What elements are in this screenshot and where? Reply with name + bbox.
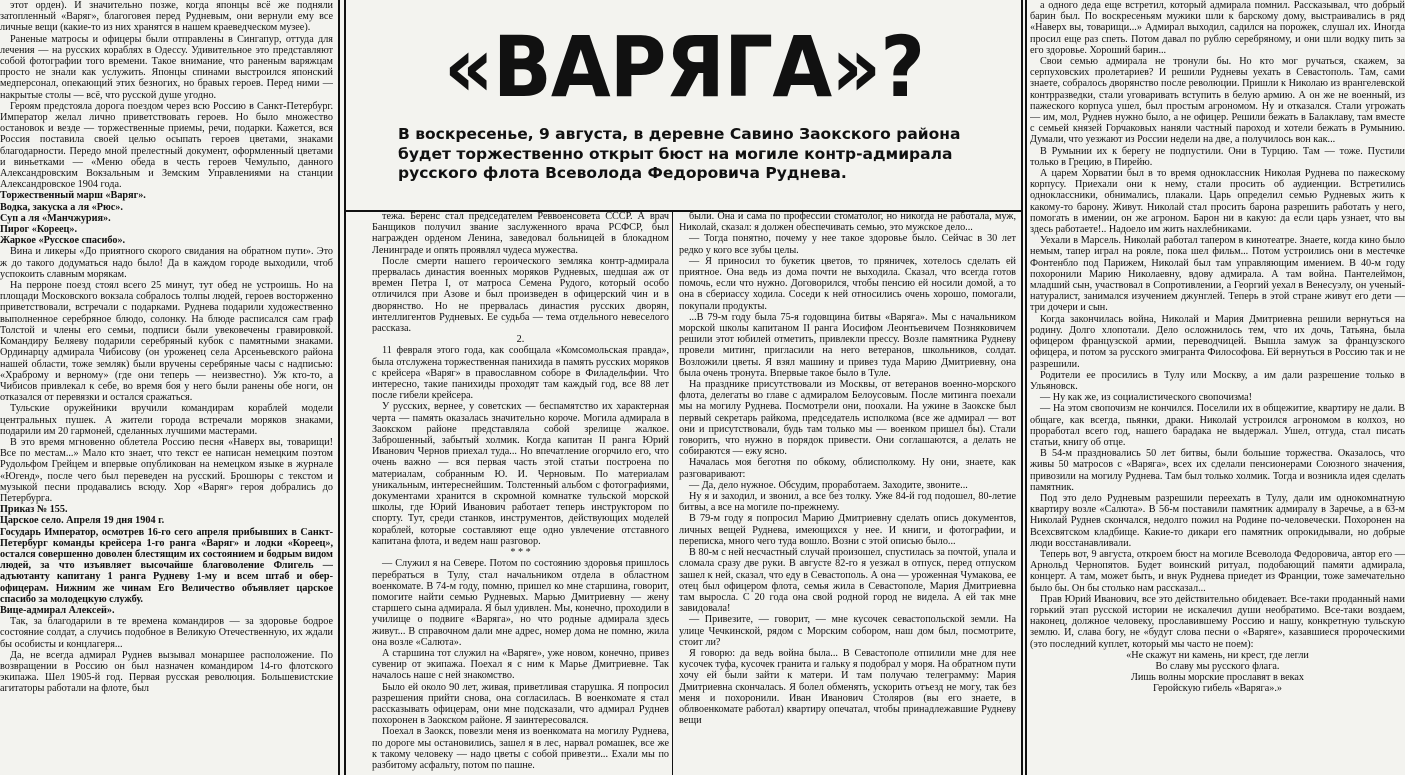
paragraph: После смерти нашего героического земляка контр-адмирала прервалась династия военных моряков Рудневых, шедшая аж от времен Петра I, от матроса Семена Рудого, который особо отличился при Азове и был произведен в офицерский чин и в дворянство. Но не прервалась династия русских дворян, интеллигентов Рудневых. Ее судьба — тема отдельного невеселого рассказа. xyxy=(372,255,669,335)
paragraph: Теперь вот, 9 августа, откроем бюст на могиле Всеволода Федоровича, автор его — Арнольд Чернопятов. Будет воинский ритуал, подобающий памяти адмирала, концерт. А там, может быть, и внук Руднева приедет из Франции, тоже замечательно было бы. Он бы столько нам рассказал... xyxy=(1030,548,1405,594)
text-column-2 xyxy=(372,211,669,775)
column-rule xyxy=(672,212,673,775)
text-column-3 xyxy=(679,211,1016,775)
paragraph: На перроне поезд стоял всего 25 минут, тут обед не устроишь. Но на площади Московского вокзала собралось толпы людей, героев восторженно приветствовали, встречали с подарками. Руднева подарили художественно выполненное серебряное блюдо, солонку. На блюде расписался сам граф Толстой и члены его семьи, подписи были увековечены гравировкой. Командиру Беляеву подарили серебряный кубок с памятными знаками. Ординарцу адмирала Чибисову (он уроженец села Арсеньевского района нашей области, тоже земляк) были вручены серебряные часы с надписью: «Храброму и верному» (где они теперь — неизвестно). Уж кто-то, а Чибисов привлекал к себе, во время боя у него были ранены обе ноги, он отказался от перевязки и остался сражаться. xyxy=(0,280,333,404)
paragraph: Под это дело Рудневым разрешили переехать в Тулу, дали им однокомнатную квартиру возле «Салюта». В 56-м поставили памятник адмиралу в Заречье, а в 63-м Николай Руднев скончался, недолго пожил на Родине по-человечески. Похоронен на Всехсвятском кладбище. Какие-то дикари его памятник опрокидывали, но добрые люди восстанавливали. xyxy=(1030,492,1405,549)
headline: «ВАРЯГА»? xyxy=(443,18,925,116)
paragraph: Да, не всегда адмирал Руднев вызывал монаршее расположение. По возвращении в Россию он был назначен командиром 14-го флотского экипажа. Шел 1905-й год. Первая русская революция. Большевистские агитаторы работали на флоте, был xyxy=(0,649,333,695)
paragraph: Вице-адмирал Алексей». xyxy=(0,604,115,616)
paragraph: Раненые матросы и офицеры были отправлены в Сингапур, оттуда для лечения — на русских кораблях в Одессу. Удивительное это представляют собой фотографии того времени. Такое внимание, что раненым варяжцам просто не знали как услужить. Японцы спинами выстроился японский медперсонал, опекающий этих безногих, но бравых героев. Перед ними — накрытые столы — всё, что русской душе угодно. xyxy=(0,33,333,101)
paragraph: А старшина тот служил на «Варяге», уже новом, конечно, привез сувенир от экипажа. Поехал я с ним к Марье Дмитриевне. Так началось наше с ней знакомство. xyxy=(372,647,669,682)
paragraph: Когда закончилась война, Николай и Мария Дмитриевна решили вернуться на родину. Долго хлопотали. Дело осложнилось тем, что их дочь, Татьяна, была офицером французской армии, переводчицей. Вышла замуж за французского офицера, и потом за русского эмигранта Философова. Ей вернуться в Россию так и не разрешили. xyxy=(1030,313,1405,370)
paragraph: этот орден). И значительно позже, когда японцы всё же подняли затопленный «Варяг», благоговея перед Рудневым, они вернули ему все личные вещи (какие-то из них хранятся в нашем краеведческом музее). xyxy=(0,0,333,34)
paragraph: Геройскую гибель «Варяга».» xyxy=(1153,683,1282,695)
paragraph: * * * xyxy=(510,547,531,559)
paragraph: Тульские оружейники вручили командирам кораблей модели центральных пушек. А жители города встречали моряков знаками, подарили им 20 гармоней, сделанных лучшими мастерами. xyxy=(0,403,333,437)
paragraph: На празднике присутствовали из Москвы, от ветеранов военно-морского флота, делегаты во главе с адмиралом Белоусовым. После митинга поехали мы на могилу Руднева. Посмотрели они, поохали. На ужине в Заокске был первый секретарь райкома, председатель исполкома (все же адмирал — вот они и присутствовали, будь там только мы — военком пришел бы). Стали говорить, что нужно в порядок привести. Они соглашаются, а делать не собираются — ежу ясно. xyxy=(679,379,1016,458)
paragraph: были. Она и сама по профессии стоматолог, но никогда не работала, муж, Николай, сказал: я должен обеспечивать семью, это мужское дело... xyxy=(679,211,1016,234)
paragraph: В Румынии их к берегу не подпустили. Они в Турцию. Там — тоже. Пустили только в Грецию, в Пирейю. xyxy=(1030,145,1405,168)
column-rule xyxy=(1021,0,1023,775)
paragraph: Суп а ля «Манчжурия». xyxy=(0,212,111,224)
lead-paragraph: В воскресенье, 9 августа, в деревне Савино Заокского района будет торжественно открыт бюст на могиле контр-адмирала русского флота Всеволода Федоровича Руднева. xyxy=(398,125,961,182)
paragraph: 11 февраля этого года, как сообщала «Комсомольская правда», была отслужена торжественная панихида в память русских моряков с крейсера «Варяг» в православном соборе в Филадельфии. Что интересно, такие панихиды проходят там каждый год, все 88 лет после гибели крейсера. xyxy=(372,345,669,402)
paragraph: Торжественный марш «Варяг». xyxy=(0,190,146,202)
paragraph: — Да, дело нужное. Обсудим, проработаем. Заходите, звоните... xyxy=(689,479,968,491)
paragraph: тежа. Беренс стал председателем Реввоенсовета СССР. А врач Банщиков получил звание заслуженного врача РСФСР, был награжден орденом Ленина, заведовал больницей в блокадном Ленинграде и опять проявлял чудеса мужества. xyxy=(372,211,669,256)
paragraph: Приказ № 155. xyxy=(0,504,68,516)
paragraph: — Служил я на Севере. Потом по состоянию здоровья пришлось перебраться в Тулу, стал начальником отдела в областном военкомате. В 74-м году, помню, пришел ко мне старшина, говорит, помогите найти семью Рудневых. Марью Дмитриевну — жену старшего сына адмирала. Я был удивлен. Мы, конечно, проходили в училище о подвиге «Варяга», но что родные адмирала здесь живут... В справочном дали мне адрес, номер дома не помню, жила она возле «Салюта». xyxy=(372,558,669,648)
paragraph: Началась моя беготня по обкому, облисполкому. Ну они, знаете, как разговаривают: xyxy=(679,457,1016,480)
paragraph: Царское село. Апреля 19 дня 1904 г. xyxy=(0,515,165,527)
paragraph: Лишь волны морские прославят в веках xyxy=(1130,672,1305,684)
paragraph: А царем Хорватии был в то время одноклассник Николая Руднева по пажескому корпусу. Приехали они к нему, стали просить об аудиенции. Встретились одноклассники, обнимались, плакали. Царь определил семью Рудневых жить к какому-то барону. Живут. Николай стал просить барона разрешить работать у него, помогать в имении, он же агроном. Барон ни в какую: да если царь узнает, что вы здесь работаете!.. Надоело им жить нахлебниками. xyxy=(1030,168,1405,236)
paragraph: Героям предстояла дорога поездом через всю Россию в Санкт-Петербург. Император желал лично приветствовать героев. Но было множество остановок и везде — торжественные приемы, речи, подарки. Кажется, вся Россия поставила своей целью осыпать героев цветами, знаками благодарности. Передо мной прелестный документ, оформленный цветами и виньетками — «Меню обеда в честь героев Чемульпо, данного Александровским Вокзальным и Земским Управлениями на станции Александровское 1904 года. xyxy=(0,100,333,191)
paragraph: Ну я и заходил, и звонил, а все без толку. Уже 84-й год подошел, 80-летие битвы, а все на могиле по-прежнему. xyxy=(679,491,1016,514)
paragraph: Так, за благодарили в те времена командиров — за здоровье бодрое состояние солдат, а случись подобное в Великую Отечественную, их ждали бы особисты и концлагеря... xyxy=(0,616,333,650)
paragraph: Пирог «Кореец». xyxy=(0,224,78,236)
paragraph: а одного деда еще встретил, который адмирала помнил. Рассказывал, что добрый барин был. По воскресеньям мужики шли к барскому дому, выстраивались в ряд «Наверх вы, товарищи...» Адмирал выходил, садился на порожек, слушал их. Иногда просил еще раз спеть. Потом давал по рублю серебряному, и они шли водку пить за его здоровье. Хороший барин... xyxy=(1030,0,1405,56)
column-rule xyxy=(1025,0,1027,775)
paragraph: Прав Юрий Иванович, все это действительно обидевает. Все-таки проданный нами горький этап русской истории не искалечил души необратимо. Все-таки воздаем, наконец, должное человеку, прославившему Россию и нашу, конкретную тульскую землю. И, слава богу, не «будут слова песни о «Варяге», казавшиеся пророческими (это последний куплет, который мы часто не поем): xyxy=(1030,593,1405,650)
paragraph: В 54-м праздновались 50 лет битвы, были большие торжества. Оказалось, что живы 50 матросов с «Варяга», всех их сделали пенсионерами Союзного значения, привозили на могилу Руднева. Там был только холмик. Тогда и возникла идея сделать памятник. xyxy=(1030,448,1405,493)
paragraph: Было ей около 90 лет, живая, приветливая старушка. Я попросил разрешения прийти снова, она согласилась. В военкомате я стал рассказывать офицерам, они мне подсказали, что адмирал Руднев похоронен в Заокском районе. Я заинтересовался. xyxy=(372,681,669,727)
paragraph: Вина и ликеры «До приятного скорого свидания на обратном пути». Это ж до такого додуматься надо было! Да в каждом городе выходили, чтоб успокоить славным морякам. xyxy=(0,246,333,280)
text-column-4 xyxy=(1030,0,1405,775)
paragraph: «Не скажут ни камень, ни крест, где легли xyxy=(1126,649,1309,661)
column-rule xyxy=(338,0,340,775)
paragraph: Во славу мы русского флага. xyxy=(1155,660,1280,672)
paragraph: Водка, закуска а ля «Рюс». xyxy=(0,201,123,213)
paragraph: Свои семью адмирала не тронули бы. Но кто мог ручаться, скажем, за серпуховских пролетариев? И решили Рудневы уехать в Севастополь. Там, сами знаете, собралось дворянство после революции. Пришли к Николаю из врангелевской контрразведки, стали уговаривать вступить в белую армию. А он же не военный, из пажеского корпуса ушел, был простым агрономом. Ну и отказался. Стали угрожать — им, мол, Руднев нужно было, а не офицер. Решили бежать в Балаклаву, там вместе с семьей князей Горчаковых наняли частный пароход и хотели бежать в Румынию. Думали, что уезжают из России недели на две, а получилось вон как... xyxy=(1030,56,1405,146)
paragraph: В 79-м году я попросил Марию Дмитриевну сделать опись документов, личных вещей Руднева, имеющихся у нее. И книги, и фотографии, и переписка, много чего туда вошло. Возни с этой описью было... xyxy=(679,513,1016,547)
paragraph: Жаркое «Русское спасибо». xyxy=(0,235,126,247)
paragraph: — Привезите, — говорит, — мне кусочек севастопольской земли. На улице Чечкинской, рядом с Морским собором, наш дом был, посмотрите, стоит ли? xyxy=(679,614,1016,648)
paragraph: В это время мгновенно облетела Россию песня «Наверх вы, товарищи! Все по местам...» Мало кто знает, что текст ее написан немецким поэтом Рудольфом Грейцем и впервые опубликован на немецком языке в журнале «Югенд», после чего был переведен на русский. Брошюры с текстом и музыкой песни продавались всюду. Хор «Варяг» героя добрались до Петербурга. xyxy=(0,436,333,504)
paragraph: Я говорю: да ведь война была... В Севастополе отпилили мне для нее кусочек туфа, кусочек гранита и гальку я подобрал у моря. На обратном пути хочу ей были зайти к матери. И там получаю телеграмму: Мария Дмитриевна скончалась. Я болел обменять, ускорить отъезд не могу, так без меня и похоронили. Иван Иванович Столяров (вы его знаете, в облвоенкомате работал) квартиру опечатал, чтобы принадлежавшие Рудневу вещи xyxy=(679,647,1016,727)
paragraph: В 80-м с ней несчастный случай произошел, спустилась за почтой, упала и сломала сразу две руки. В августе 82-го я уезжал в отпуск, перед отпуском зашел к ней, сказал, что еду в Севастополь. А она — уроженная Чумакова, ее отец был офицером флота, семья жила в Севастополе, Мария Дмитриевна там выросла. С 20 года она свой родной город не видела. А ей так мне завидовала! xyxy=(679,547,1016,615)
paragraph: 2. xyxy=(516,334,525,346)
paragraph: У русских, вернее, у советских — беспамятство их характерная черта — память оказалась значительно короче. Могила адмирала в Заокском районе представляла собой зрелище жалкое. Заброшенный, забытый холмик. Когда капитан II ранга Юрий Иванович Чернов приехал туда... Но впечатление огорчило его, что очень важно — вся первая часть этой статьи построена по материалам, собранным Ю. И. Черновым. По материалам уникальным, интереснейшим. Толстенный альбом с фотографиями, документами хранится в скромной комнатке тульской морской школы, где Юрий Иванович работает теперь инструктором по спорту. Тут, среди станков, инструментов, действующих моделей кораблей, которые составляют еще одно увлечение отставного капитана флота, и ведем наш разговор. xyxy=(372,401,669,547)
paragraph: Уехали в Марсель. Николай работал тапером в кинотеатре. Знаете, когда кино было немым, тапер играл на рояле, пока шел фильм... Потом устроились они в местечке Фонтенбло под Парижем, Николай был там управляющим имением. В 40-м году похоронили Марию Николаевну, вдову адмирала. А там война. Пантелеймон, младший сын, участвовал в Сопротивлении, а Георгий уехал в Венесуэлу, он ученый-натуралист, занимался изучением джунглей. Теперь в этой стране живут его дети — три дочери и сын. xyxy=(1030,235,1405,314)
paragraph: — Тогда понятно, почему у нее такое здоровье было. Сейчас в 30 лет редко у кого все зубы целы. xyxy=(679,233,1016,256)
paragraph: Государь Император, осмотрев 16-го сего апреля прибывших в Санкт-Петербург команды крейсера 1-го ранга «Варяг» и лодки «Кореец», остался совершенно доволен блестящим их состоянием и бодрым видом людей, за что изъявляет высочайше благоволение Флигель — адъютанту капитану 1 ранга Рудневу 1-му и всем штаб и обер-офицерам. Нижним же чинам Его Величество объявляет царское спасибо за молодецкую службу. xyxy=(0,526,333,605)
paragraph: Поехал в Заокск, повезли меня из военкомата на могилу Руднева, по дороге мы остановились, зашел я в лес, нарвал ромашек, все же к такому человеку — надо цветы с собой привезти... Ехали мы по разбитому асфальту, потом по пашне. xyxy=(372,726,669,771)
column-rule xyxy=(344,0,346,775)
paragraph: Родители ее просились в Тулу или Москву, а им дали разрешение только в Ульяновск. xyxy=(1030,369,1405,392)
text-column-1 xyxy=(0,0,333,775)
paragraph: ...В 79-м году была 75-я годовщина битвы «Варяга». Мы с начальником морской школы капитаном II ранга Иосифом Леонтьевичем Позняковичем решили этот юбилей отметить, привлекли прессу. Возле памятника Рудневу провели митинг, пригласили на него ветеранов, школьников, солдат. Возложили цветы. Я взял машину и привез туда Марию Дмитриевну, она была очень тронута. Впервые такое было в Туле. xyxy=(679,311,1016,379)
paragraph: — Ну как же, из социалистического свопочизма! xyxy=(1040,392,1253,404)
paragraph: — Я приносил то букетик цветов, то пряничек, хотелось сделать ей приятное. Она ведь из дома почти не выходила. Сказал, что всегда готов помочь, если что нужно. Договорился, чтобы пенсию ей носили домой, а то она в сбериассу ходила. Соседи к ней относились очень хорошо, помогали, покупали продукты. xyxy=(679,255,1016,312)
paragraph: — На этом свопочизм не кончился. Поселили их в общежитие, квартиру не дали. В общаге, как всегда, пьянки, драки. Николай устроился агрономом в колхоз, но проработал всего год, нашего барадака не выдержал. Ушел, отгуда, стал писать статьи, книгу об отце. xyxy=(1030,403,1405,448)
